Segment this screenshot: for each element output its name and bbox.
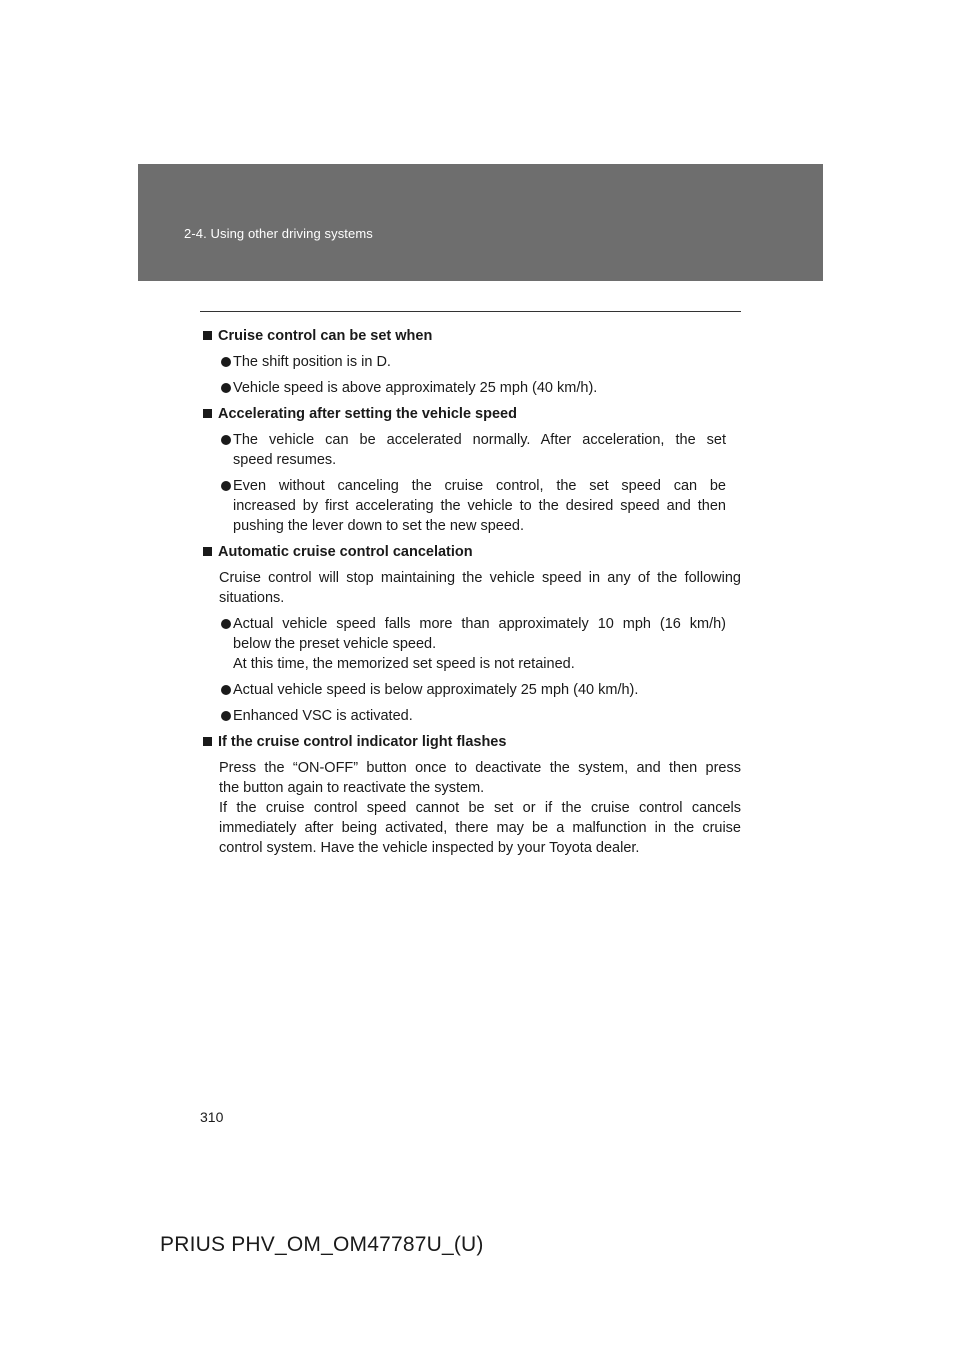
square-bullet-icon <box>203 409 212 418</box>
paragraph-line: the button again to reactivate the system. <box>219 780 485 796</box>
round-bullet-icon <box>221 481 231 491</box>
section-heading <box>200 542 741 562</box>
heading-text: Cruise control can be set when <box>218 328 433 344</box>
bullet-line: Actual vehicle speed falls more than approximately 10 mph (16 km/h) <box>233 616 726 632</box>
bullet-line: Enhanced VSC is activated. <box>233 708 413 724</box>
content-area <box>200 326 741 864</box>
section-header-band <box>138 164 823 281</box>
bullet-line: pushing the lever down to set the new speed. <box>233 518 524 534</box>
body-paragraph <box>200 758 741 858</box>
paragraph-line: control system. Have the vehicle inspected by your Toyota dealer. <box>219 840 640 856</box>
section-title: 2-4. Using other driving systems <box>184 226 373 241</box>
bullet-item <box>200 614 741 674</box>
paragraph-line: Press the “ON-OFF” button once to deactivate the system, and then press <box>219 760 741 776</box>
square-bullet-icon <box>203 547 212 556</box>
bullet-item <box>200 352 741 372</box>
bullet-line: increased by first accelerating the vehicle to the desired speed and then <box>233 498 726 514</box>
top-rule <box>200 311 741 312</box>
page-number: 310 <box>200 1109 224 1125</box>
paragraph-line: situations. <box>219 590 285 606</box>
bullet-item <box>200 706 741 726</box>
bullet-line: Vehicle speed is above approximately 25 mph (40 km/h). <box>233 380 598 396</box>
round-bullet-icon <box>221 711 231 721</box>
paragraph-line: Cruise control will stop maintaining the vehicle speed in any of the following <box>219 570 741 586</box>
section-heading <box>200 732 741 752</box>
bullet-item <box>200 476 741 536</box>
document-code: PRIUS PHV_OM_OM47787U_(U) <box>160 1233 484 1256</box>
bullet-item <box>200 430 741 470</box>
round-bullet-icon <box>221 357 231 367</box>
bullet-line: speed resumes. <box>233 452 337 468</box>
bullet-line: The shift position is in D. <box>233 354 391 370</box>
section-heading <box>200 326 741 346</box>
bullet-item <box>200 378 741 398</box>
paragraph-line: If the cruise control speed cannot be set or if the cruise control cancels <box>219 800 741 816</box>
round-bullet-icon <box>221 619 231 629</box>
heading-text: Automatic cruise control cancelation <box>218 544 473 560</box>
bullet-line: Even without canceling the cruise control, the set speed can be <box>233 478 726 494</box>
round-bullet-icon <box>221 435 231 445</box>
square-bullet-icon <box>203 331 212 340</box>
round-bullet-icon <box>221 383 231 393</box>
heading-text: If the cruise control indicator light flashes <box>218 734 507 750</box>
bullet-line: At this time, the memorized set speed is not retained. <box>233 656 575 672</box>
round-bullet-icon <box>221 685 231 695</box>
paragraph-line: immediately after being activated, there may be a malfunction in the cruise <box>219 820 741 836</box>
heading-text: Accelerating after setting the vehicle speed <box>218 406 517 422</box>
bullet-line: below the preset vehicle speed. <box>233 636 437 652</box>
intro-paragraph <box>200 568 741 608</box>
square-bullet-icon <box>203 737 212 746</box>
bullet-line: Actual vehicle speed is below approximately 25 mph (40 km/h). <box>233 682 639 698</box>
bullet-item <box>200 680 741 700</box>
bullet-line: The vehicle can be accelerated normally. After acceleration, the set <box>233 432 726 448</box>
section-heading <box>200 404 741 424</box>
